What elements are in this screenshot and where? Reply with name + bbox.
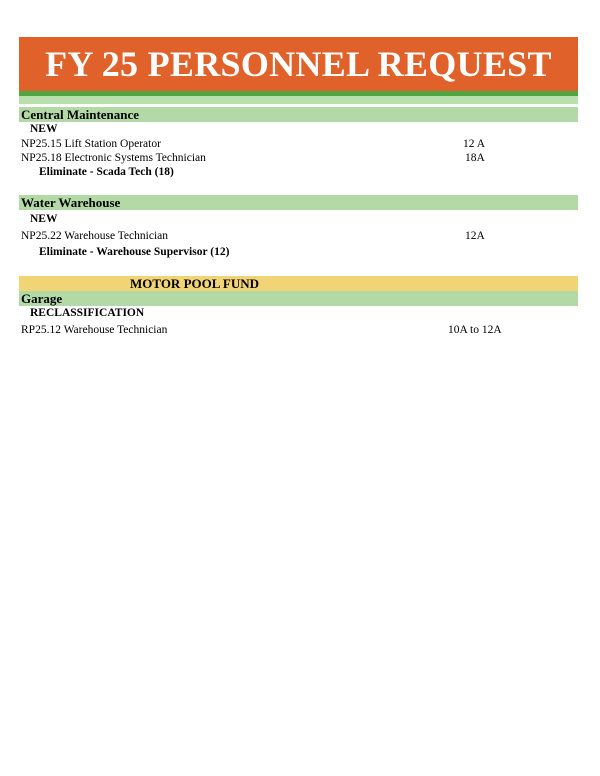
eliminate-note-water: Eliminate - Warehouse Supervisor (12): [39, 246, 230, 258]
position-grade: 10A to 12A: [448, 324, 502, 336]
subheading-new-central: NEW: [30, 123, 58, 135]
table-row: [21, 323, 578, 337]
position-grade: 18A: [465, 152, 485, 164]
fund-heading-motor-pool: [19, 276, 578, 291]
subheading-new-water: NEW: [30, 213, 58, 225]
section-heading-garage: Garage: [19, 291, 578, 306]
position-grade: 12 A: [463, 138, 486, 150]
table-row: [21, 151, 578, 165]
subheading-reclassification: RECLASSIFICATION: [30, 307, 145, 319]
section-heading-water-warehouse: Water Warehouse: [19, 195, 578, 210]
fund-label: MOTOR POOL FUND: [130, 276, 260, 291]
title-banner: [19, 37, 578, 91]
banner-divider-light: [19, 96, 578, 104]
position-title: NP25.15 Lift Station Operator: [21, 138, 161, 150]
position-grade: 12A: [465, 230, 485, 242]
section-heading-central-maintenance: Central Maintenance: [19, 107, 578, 122]
page-title: FY 25 PERSONNEL REQUEST: [45, 44, 552, 84]
position-title: NP25.18 Electronic Systems Technician: [21, 152, 206, 164]
position-title: NP25.22 Warehouse Technician: [21, 230, 168, 242]
position-title: RP25.12 Warehouse Technician: [21, 324, 168, 336]
eliminate-note-central: Eliminate - Scada Tech (18): [39, 166, 174, 178]
table-row: [21, 137, 578, 151]
table-row: [21, 229, 578, 243]
